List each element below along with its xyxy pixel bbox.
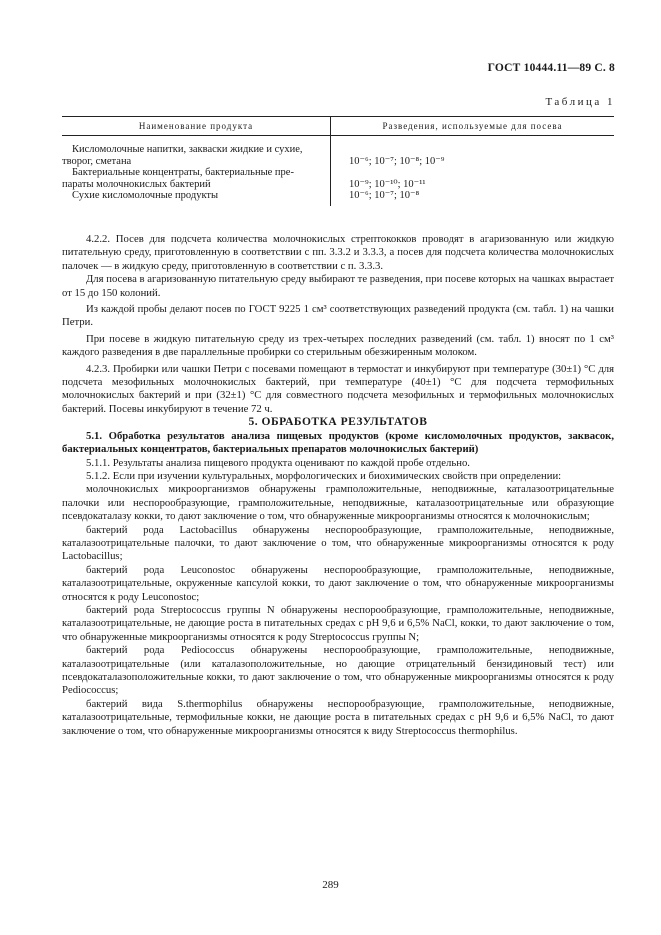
paragraph: бактерий вида S.thermophilus обнаружены неспорообразующие, грамположительные, неподвижные, каталазоотрицательные, термофильные кокки, не дающие роста в питательных средах с рН 9,6 и 6,5% NaCl, то дают заключение о том, что обнаруженные микроорганизмы относятся к виду Streptococcus thermophilus. bbox=[62, 697, 614, 737]
table-col-product bbox=[62, 136, 331, 206]
dilution-table bbox=[62, 116, 614, 206]
table-caption: Таблица 1 bbox=[545, 96, 615, 108]
table-cell-product: творог, сметана bbox=[62, 155, 132, 167]
table-header-product: Наименование продукта bbox=[62, 117, 331, 135]
table-cell-dilution: 10⁻⁶; 10⁻⁷; 10⁻⁸; 10⁻⁹ bbox=[349, 155, 445, 167]
paragraph: бактерий рода Lactobacillus обнаружены неспорообразующие, грамположительные, неподвижные, каталазоотрицательные палочки, то дают заключение о том, что обнаруженные микроорганизмы относятся к роду Lactobacillus; bbox=[62, 523, 614, 563]
table-cell-product: Сухие кисломолочные продукты bbox=[72, 190, 219, 201]
paragraph: 4.2.3. Пробирки или чашки Петри с посевами помещают в термостат и инкубируют при температуре (30±1) °С для подсчета мезофильных молочнокислых бактерий, при температуре (40±1) °С для подсчета термофильных молочнокислых бактерий и при (32±1) °С для совместного подсчета мезофильных и термофильных молочнокислых бактерий. Посевы инкубируют в течение 72 ч. bbox=[62, 362, 614, 415]
section-title: 5. ОБРАБОТКА РЕЗУЛЬТАТОВ bbox=[248, 416, 428, 429]
table-cell-product: Бактериальные концентраты, бактериальные пре- bbox=[72, 167, 294, 178]
table-cell-dilution: 10⁻⁶; 10⁻⁷; 10⁻⁸ bbox=[349, 190, 420, 201]
table-body bbox=[62, 136, 614, 206]
paragraph: молочнокислых микроорганизмов обнаружены грамположительные, неподвижные, каталазоотрицательные палочки или неспорообразующие, грамположительные, неподвижные, каталазоотрицательные или образующие псевдокаталазу кокки, то дают заключение о том, что обнаруженные микроорганизмы относятся к молочнокислым; bbox=[62, 483, 614, 523]
paragraph: бактерий рода Streptococcus группы N обнаружены неспорообразующие, грамположительные, неподвижные, каталазоотрицательные, не дающие роста в питательных средах с рН 9,6 и 6,5% NaCl, кокки, то дают заключение о том, что обнаруженные микроорганизмы относятся к роду Streptococcus группы N; bbox=[62, 603, 614, 643]
paragraph: бактерий рода Leuconostoc обнаружены неспорообразующие, грамположительные, неподвижные, каталазоотрицательные, окруженные капсулой кокки, то дают заключение о том, что обнаруженные микроорганизмы относятся к роду Leuconostoc; bbox=[62, 563, 614, 603]
table-cell-dilution bbox=[349, 167, 614, 179]
page-header: ГОСТ 10444.11—89 С. 8 bbox=[487, 62, 615, 74]
table-cell-product: параты молочнокислых бактерий bbox=[62, 178, 211, 190]
paragraph: 5.1.1. Результаты анализа пищевого продукта оценивают по каждой пробе отдельно. bbox=[86, 456, 470, 469]
subsection-heading: 5.1. Обработка результатов анализа пищевых продуктов (кроме кисломолочных продуктов, заквасок, бактериальных концентратов, бактериальных препаратов молочнокислых бактерий) bbox=[62, 429, 614, 456]
table-col-dilutions bbox=[331, 136, 614, 206]
paragraph: бактерий рода Pediococcus обнаружены неспорообразующие, грамположительные, неподвижные, каталазоотрицательные (или каталазоположительные, но дающие отрицательный бензидиновый тест) или псевдокаталазоположительные кокки, то дают заключение о том, что обнаруженные микроорганизмы относятся к роду Pediococcus; bbox=[62, 644, 614, 697]
table-header-row bbox=[62, 117, 614, 135]
body-text bbox=[62, 233, 614, 738]
paragraph: Из каждой пробы делают посев по ГОСТ 9225 1 см³ соответствующих разведений продукта (см. табл. 1) на чашки Петри. bbox=[62, 303, 614, 329]
table-cell-dilution bbox=[349, 144, 614, 156]
paragraph: Для посева в агаризованную питательную среду выбирают те разведения, при посеве которых на чашках вырастает от 15 до 150 колоний. bbox=[62, 273, 614, 299]
table-header-dilutions: Разведения, используемые для посева bbox=[382, 121, 563, 131]
table-cell-dilution: 10⁻⁹; 10⁻¹⁰; 10⁻¹¹ bbox=[349, 178, 426, 190]
page-number: 289 bbox=[322, 879, 339, 891]
table-cell-product: Кисломолочные напитки, закваски жидкие и сухие, bbox=[72, 144, 303, 155]
paragraph: 5.1.2. Если при изучении культуральных, морфологических и биохимических свойств при определении: bbox=[86, 469, 562, 482]
paragraph: При посеве в жидкую питательную среду из трех-четырех последних разведений (см. табл. 1) вносят по 1 см³ каждого разведения в две параллельные пробирки со стерильным обезжиренным молоком. bbox=[62, 332, 614, 359]
paragraph: 4.2.2. Посев для подсчета количества молочнокислых стрептококков проводят в агаризованную или жидкую питательную среду, приготовленную в соответствии с пп. 3.3.2 и 3.3.3, а посев для подсчета количества молочнокислых палочек — в жидкую среду, приготовленную в соответствии с п. 3.3.3. bbox=[62, 233, 614, 272]
